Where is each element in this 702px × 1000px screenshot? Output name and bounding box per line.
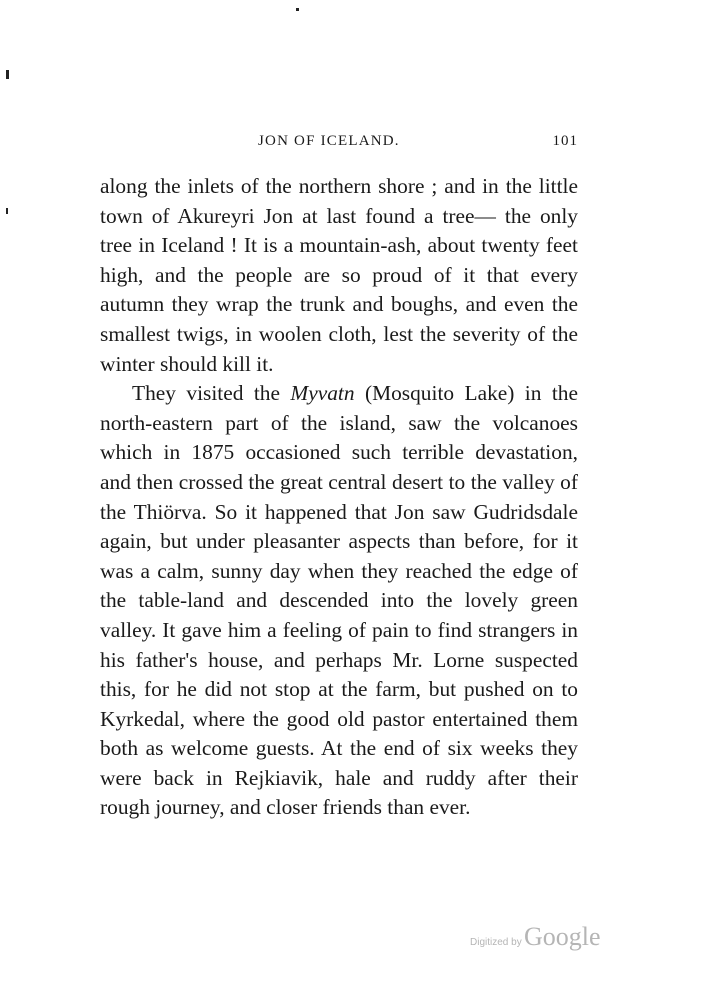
paragraph-2-start: They visited the <box>132 381 291 406</box>
scan-speck <box>6 208 8 214</box>
google-watermark <box>470 922 620 956</box>
running-title: JON OF ICELAND. <box>258 133 400 149</box>
watermark-brand: Google <box>524 922 601 951</box>
body-text <box>100 172 578 823</box>
running-header <box>100 133 578 155</box>
scan-speck <box>296 8 299 11</box>
watermark-prefix: Digitized by <box>470 937 522 948</box>
paragraph-2 <box>100 379 578 823</box>
paragraph-2-rest: (Mosquito Lake) in the north-eastern part of the island, saw the volcanoes which in 1875 occasioned such terrible devastation, and then crossed the great central desert to the valley of the Thiörva. So it happened that Jon saw Gudridsdale again, but under pleasanter aspects than before, for it was a calm, sunny day when they reached the edge of the table-land and descended into the lovely green valley. It gave him a feeling of pain to find strangers in his father's house, and perhaps Mr. Lorne suspected this, for he did not stop at the farm, but pushed on to Kyrkedal, where the good old pastor entertained them both as welcome guests. At the end of six weeks they were back in Rejkiavik, hale and ruddy after their rough journey, and closer friends than ever. <box>100 381 578 820</box>
lake-name-italic: Myvatn <box>290 381 355 406</box>
scan-speck <box>6 70 9 79</box>
page-number: 101 <box>552 133 578 149</box>
paragraph-1: along the inlets of the northern shore ; and in the little town of Akureyri Jon at last found a tree— the only tree in Iceland ! It is a mountain-ash, about twenty feet high, and the people are so proud of it that every autumn they wrap the trunk and boughs, and even the smallest twigs, in woolen cloth, lest the severity of the winter should kill it. <box>100 174 578 376</box>
